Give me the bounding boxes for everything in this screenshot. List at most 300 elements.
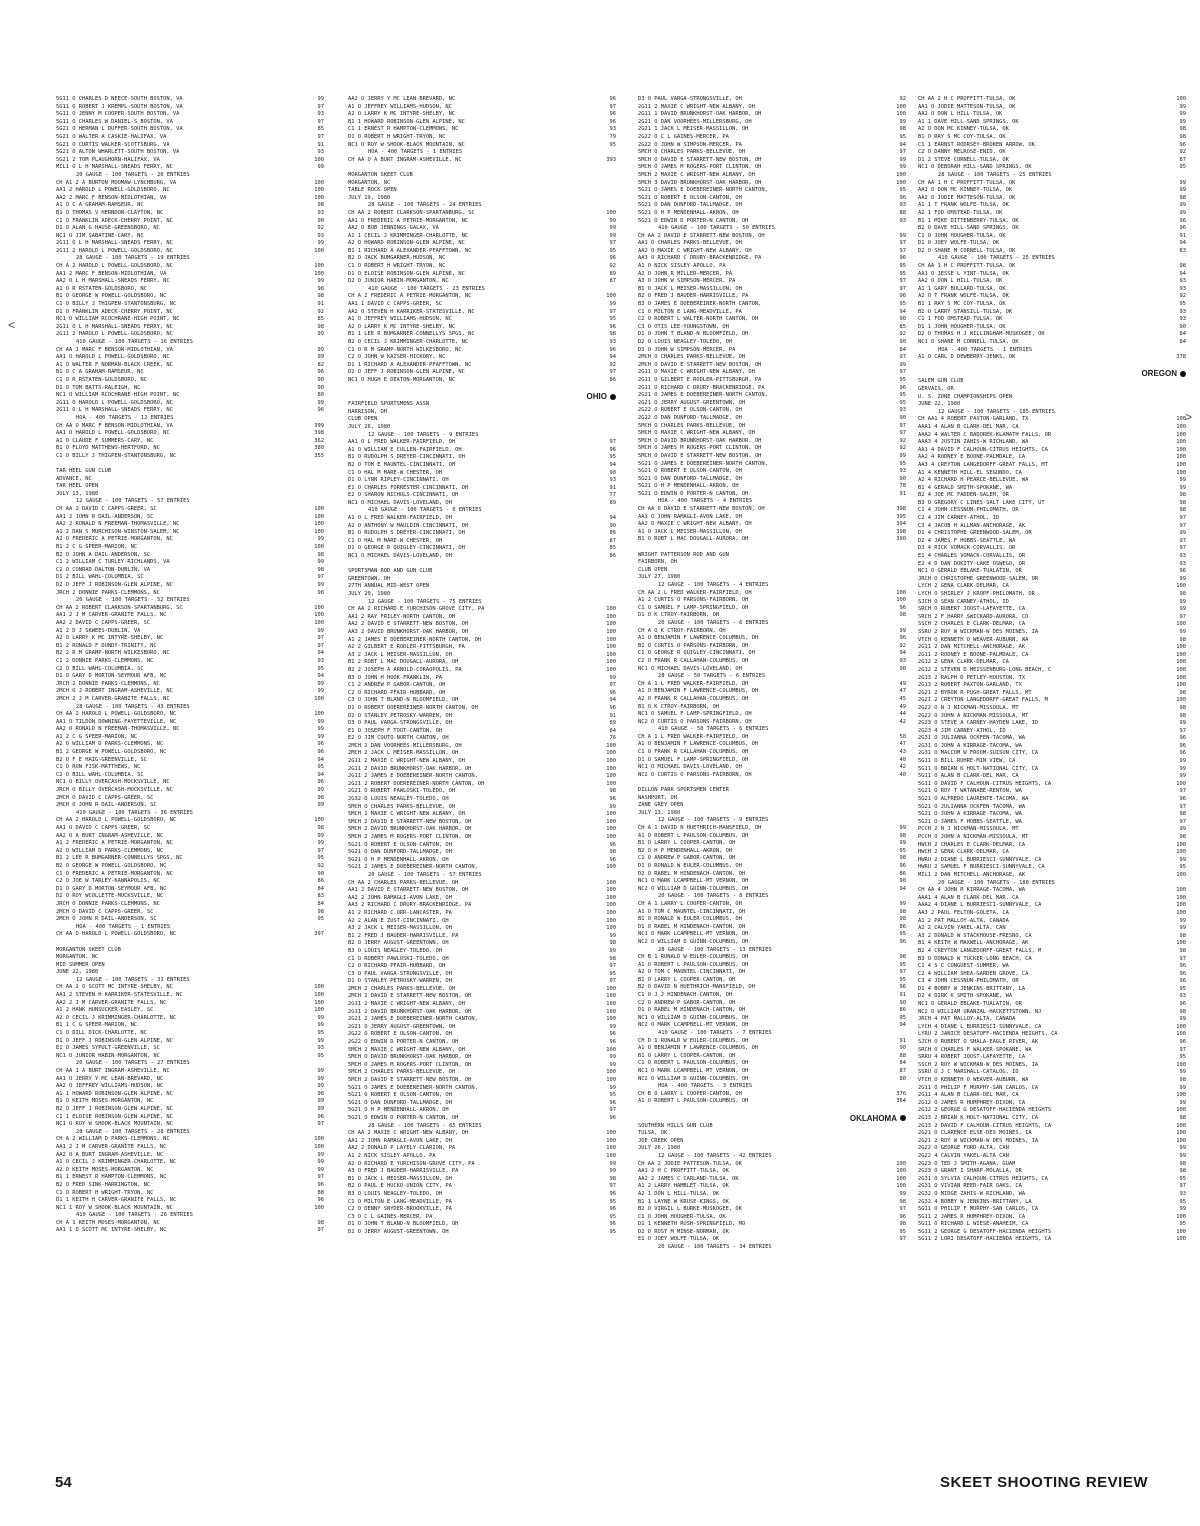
score: 99 [1179,202,1186,209]
shooter-entry: PCCH O JOHN A NICKMAN-MISSOULA, MT [918,834,1029,840]
shooter-entry: E2 O SHARON NICHOLS-CINCINNATI, OH [348,492,459,499]
shooter-entry: CH AA 1 A BURT INGRAM-ASHEVILLE, NC [56,1068,170,1074]
result-row [56,96,324,104]
score: 100 [1176,909,1186,916]
score: 100 [606,209,616,216]
shooter-entry: NC1 O MICHAEL DAVIS-LOVELAND, OH [638,665,742,672]
result-row [56,855,324,863]
event-heading-text: 410 GAUGE - 100 TARGETS - 50 ENTRIES [658,225,775,232]
score: 98 [1179,194,1186,201]
club-info-text: JULY 20, 1980 [348,591,391,597]
score: 40 [899,756,906,763]
score: 100 [606,636,616,643]
shooter-entry: AA2 O JODIE MATTESON-TULSA, OK [918,194,1016,201]
result-row [56,1045,324,1053]
shooter-entry: JRCH 2 DONNIE PARKS-CLEMMONS, NC [56,680,160,687]
score: 100 [314,695,324,702]
club-info-text: NASHPORT, OH [638,794,677,801]
shooter-entry: 5MCH 2 DAVID BRUNKHORST-OAK HARBOR, OH [348,826,472,833]
score: 99 [317,164,324,171]
result-row [348,614,616,622]
score: 96 [609,841,616,848]
club-info-line [348,591,616,599]
shooter-entry: B2 O JACK BUMGARNER-HUDSON, NC [348,255,446,262]
shooter-entry: 2G11 O MAXIE C WRIGHT-NEW ALBANY, OH [638,369,755,376]
result-row [918,1214,1186,1222]
result-row [638,521,906,529]
result-row [348,218,616,226]
shooter-entry: 5G11 O RICHARD L WIESE-ANAHEIM, CA [918,1221,1029,1228]
score: 90 [899,878,906,885]
result-row [348,278,616,286]
result-row [348,606,616,614]
shooter-entry: C1 1 ERNEST R HAMPTON-CLEMMONS, NC [348,126,459,133]
score: 97 [317,1227,324,1234]
result-row [918,728,1186,736]
event-heading-text: 20 GAUGE - 100 TARGETS - 180 ENTRIES [938,879,1055,886]
shooter-entry: C3 4 JACOB H ALLMAN-ANCHORAGE, AK [918,522,1026,529]
shooter-entry: D1 O GARY D MORTON-SEYMOUR AFB, NC [56,673,167,680]
score: 96 [1179,568,1186,575]
club-info-line [918,401,1186,409]
result-row [348,248,616,256]
event-heading [56,1129,324,1137]
shooter-entry: D3 4 RICK VOMACK-CORVALLIS, OR [918,545,1016,552]
score: 100 [896,1168,906,1175]
score: 94 [899,1022,906,1029]
result-row [56,916,324,924]
club-info-line [638,1145,906,1153]
result-row [348,142,616,150]
result-row [348,933,616,941]
score: 96 [1179,225,1186,232]
shooter-entry: A1 1 HOWARD ROBINSON-GLEN ALPINE, NC [56,1090,173,1097]
shooter-entry: NC1 O WILLIAM RCOCHRANE-HIGH POINT, NC [56,392,180,399]
result-row [918,263,1186,271]
score: 99 [317,96,324,102]
score: 96 [1179,735,1186,742]
shooter-entry: A1 O JEFFREY WILLIAMS-HUDSON, NC [348,316,452,323]
score: 85 [317,316,324,323]
shooter-entry: B1 1 RICHARD A ALEXANDER-PFAFFTOWN, NC [348,247,472,254]
score: 90 [899,339,906,345]
shooter-entry: C2 O ROBERT L WALTER-NORTH CANTON, OH [638,316,759,323]
result-row [348,1115,616,1123]
score: 91 [899,1037,906,1044]
spacer [638,1106,906,1114]
result-row [638,1060,906,1068]
shooter-entry: VTCH O KENNETH O WEAVER-AUBURN, WA [918,636,1029,643]
shooter-entry: A2 O FREDERIC A PETRIE-MORGANTON, NC [56,536,173,543]
score: 86 [899,923,906,930]
shooter-entry: AA2 O JEFFREY WILLIAMS-HUDSON, NC [56,1083,164,1090]
result-row [918,1077,1186,1085]
result-row [348,134,616,142]
shooter-entry: 2G11 1 DAVID BRUNKHORST-OAK HARBOR, OH [638,111,762,118]
club-info-text: MORGANTON, NC [348,179,391,186]
score: 95 [317,764,324,771]
result-row [638,878,906,886]
event-heading [348,872,616,880]
score: 98 [1179,834,1186,840]
shooter-entry: 2G21 O JERRY AUGUST-GREENTOWN, OH [638,399,746,406]
shooter-entry: 2G22 4 CALVIN YAKEL-ALTA CAN [918,1152,1009,1159]
shooter-entry: 5MCH O DAVID BRUNKHORST-OAK HARBOR, OH [348,1054,472,1061]
score: 100 [606,742,616,749]
result-row [638,104,906,112]
score: 82 [317,361,324,368]
shooter-entry: HWCH 2 GENA CLARK-DELMAR, CA [918,849,1009,856]
shooter-entry: 2G21 O JAMES E DOEBEREINER-NORTH CANTON, [638,392,768,399]
event-heading-text: HOA - 400 TARGETS - 1 ENTRIES [938,346,1033,353]
shooter-entry: B2 O LARRY STANSILL-TULSA, OK [918,308,1013,315]
result-row [918,834,1186,842]
club-info-line [638,559,906,567]
shooter-entry: C1 O FRANKLIN ADECK-CHERRY POINT, NC [56,217,173,224]
result-row [348,788,616,796]
shooter-entry: C2 O BILL WAHL-COLUMBIA, SC [56,665,144,672]
shooter-entry: 2G31 O SYLVIA CALHOUN-CITRUS HEIGHTS, CA [918,1175,1048,1182]
score: 96 [1179,978,1186,985]
shooter-entry: AAA2 4 DIANE L BURRIESCI-SUNNYVALE, CA [918,902,1042,909]
shooter-entry: 2G23 4 JIM CARNEY-ATHOL, ID [918,727,1006,734]
shooter-entry: 2G21 2 BYRON R PUGH-GREAT FALLS, MT [918,689,1032,696]
shooter-entry: CH AA 2 DAVID E STARRETT-NEW BOSTON, OH [638,232,765,239]
result-row [56,385,324,393]
shooter-entry: AA2 2 JOHN RAMAGLI-AVON LAKE, OH [348,894,452,901]
score: 96 [899,293,906,300]
score: 100 [1176,894,1186,901]
score: 100 [606,1008,616,1015]
score: 96 [609,1206,616,1213]
shooter-entry: 5G21 O EDWIN D PORTER-N CANTON, OH [348,1114,459,1121]
score: 100 [606,925,616,932]
shooter-entry: 2G22 O JOHN W SIMPSON-MERCER, PA [638,141,742,148]
result-row [918,1145,1186,1153]
result-row [918,470,1186,478]
shooter-entry: SJCH O ROBERT O SHALA-EAGLE RIVER, AK [918,1039,1039,1046]
shooter-entry: A2 O ANTHONY W MAULDIN-CINCINNATI, OH [348,522,469,529]
result-row [638,590,906,598]
score: 100 [606,606,616,613]
shooter-entry: SSRU O J C MARSHALL-CATALOG, ID [918,1069,1019,1076]
result-row [56,931,324,939]
result-row [638,392,906,400]
shooter-entry: C1 O MILTON E LANG-MEADVILLE, PA [638,308,742,315]
shooter-entry: B1 O C A GRAHAM-RAMSEUR, NC [56,369,144,376]
shooter-entry: D1 O LYNN RIPLEY-CINCINNATI, OH [348,477,449,484]
score: 98 [1179,689,1186,696]
shooter-entry: AA2 O DON L HILL-TULSA, OK [918,278,1003,285]
shooter-entry: AA2 O A BURT INGRAM-ASHEVILLE, NC [56,1151,164,1158]
score: 93 [899,407,906,414]
club-info-text: JULY 26, 1980 [348,423,391,430]
shooter-entry: A1 O ROBERT L PAULSON-COLUMBUS, OH [638,832,749,839]
result-row [638,954,906,962]
shooter-entry: D3 O JOHN W SIMPSON-MERCER, PA [638,346,736,353]
shooter-entry: AA1 1 DAVID C CAPPS-GREER, SC [348,301,443,308]
score: 94 [609,461,616,468]
score: 95 [899,847,906,854]
result-row [56,1000,324,1008]
result-row [638,1007,906,1015]
result-row [56,673,324,681]
score: 99 [317,240,324,247]
shooter-entry: 5MCH 2 MAXIE C WRIGHT-NEW ALBANY, OH [638,171,755,178]
score: 100 [314,513,324,520]
result-row [56,240,324,248]
score: 100 [314,817,324,824]
score: 100 [606,1069,616,1076]
result-row [918,1176,1186,1184]
score: 99 [899,156,906,163]
event-heading [638,225,906,233]
shooter-entry: 2G22 O C L GAINES-MERCER, PA [638,133,729,140]
score: 97 [317,635,324,642]
shooter-entry: A2 O WILLIAM D PARKS-CLEMMONS, NC [56,847,164,854]
result-row [56,1076,324,1084]
result-row [348,240,616,248]
result-row [918,1229,1186,1237]
score: 100 [1176,439,1186,446]
shooter-entry: NC1 O DEBORAH HILL-SAND SPRINGS, OK [918,164,1032,171]
result-row [638,172,906,180]
margin-mark-left: < [8,318,16,332]
score: 90 [899,414,906,421]
shooter-entry: A1 O BENJAMIN F LAWRENCE-COLUMBUS, OH [638,741,759,748]
result-row [56,787,324,795]
score: 96 [609,1039,616,1046]
event-heading-text: 410 GAUGE - 100 TARGETS - 23 ENTRIES [368,285,485,292]
score: 97 [1179,515,1186,522]
club-info-line [348,424,616,432]
result-row [56,893,324,901]
event-heading-text: 20 GAUGE - 100 TARGETS - 20 ENTRIES [76,171,190,178]
result-row [918,842,1186,850]
result-row [56,1182,324,1190]
shooter-entry: 2MCH 2 DAVID E STARRETT-NEW BOSTON, OH [348,993,472,1000]
result-row [918,424,1186,432]
result-row [638,445,906,453]
shooter-entry: AA3 2 PAUL FELTON-GOLETA, CA [918,909,1009,916]
shooter-entry: AA2 4 RODNEY E BOONE-PALMDALE, CA [918,454,1026,461]
result-row [348,621,616,629]
shooter-entry: A1 O BENJAMIN F LAWRENCE-COLUMBUS, OH [638,635,759,642]
result-row [638,1199,906,1207]
score: 93 [317,209,324,216]
score: 96 [1179,217,1186,224]
score: 100 [314,521,324,528]
result-row [56,582,324,590]
score: 88 [899,1052,906,1059]
event-heading [56,924,324,932]
result-row [56,149,324,157]
score: 390 [896,536,906,543]
score: 95 [899,931,906,938]
score: 99 [609,1061,616,1068]
result-row [918,925,1186,933]
shooter-entry: HWCH 2 CHARLES E CLARK-DELMAR, CA [918,841,1026,848]
result-row [56,195,324,203]
shooter-entry: AA1 O JERRY Y MC LEAN-BREVARD, NC [56,1075,164,1082]
result-row [348,233,616,241]
club-info-line [56,954,324,962]
score: 92 [1179,149,1186,156]
result-row [918,743,1186,751]
result-row [918,568,1186,576]
shooter-entry: 5G11 2 GEORGE G DESATOFF-HACIENDA HEIGHTS [918,1228,1052,1235]
score: 85 [317,126,324,133]
result-row [918,1054,1186,1062]
score: 89 [609,270,616,277]
shooter-entry: C2 O FRANK R CALLAHAN-COLUMBUS, OH [638,657,749,664]
result-row [56,210,324,218]
result-row [638,1022,906,1030]
bullet-dot-icon [610,394,616,400]
score: 97 [317,847,324,854]
shooter-entry: A2 O LARRY K MC INTYRE-SHELBY, NC [348,323,456,330]
score: 95 [1179,1054,1186,1061]
shooter-entry: A1 2 HANK HUNSUCKER-EASLEY, SC [56,1007,154,1014]
score: 96 [609,704,616,711]
result-row [348,1107,616,1115]
result-row [56,392,324,400]
shooter-entry: NC1 O SAMUEL F LAMP-SPRINGFIELD, OH [638,711,752,718]
score: 95 [1179,1175,1186,1182]
shooter-entry: 2G21 2 ROBERT DOEREREINER-NORTH CANTON, OH [348,780,485,787]
shooter-entry: A1 O CARL D DEWBERRY-JENKS, OK [918,354,1016,361]
result-row [638,195,906,203]
shooter-entry: 5MCH O JAMES M ROGERS-PORT CLINTON, OH [638,445,762,452]
score: 99 [899,840,906,847]
shooter-entry: D3 O PAUL VARGA-STRONGSVILLE, OH [638,96,742,102]
score: 100 [606,773,616,780]
event-heading [638,947,906,955]
shooter-entry: B1 1 LAYNE W KRUSE-KINGS, OK [638,1198,729,1205]
event-heading-text: 12 GAUGE - 100 TARGETS - 42 ENTRIES [658,1152,772,1159]
score: 95 [609,141,616,148]
result-row [638,1091,906,1099]
shooter-entry: 2G23 O GRANT I SHARP-MOLALLA, OR [918,1168,1022,1175]
shooter-entry: 2G32 O LOUIS NEAGLEY-TOLEDO, OH [348,796,449,803]
club-info-line [918,394,1186,402]
score: 96 [609,689,616,696]
event-heading-text: 410 GAUGE - 100 TARGETS - 36 ENTRIES [76,809,193,816]
result-row [918,652,1186,660]
score: 99 [609,1168,616,1175]
score: 99 [899,627,906,634]
score: 99 [317,840,324,847]
event-heading [56,597,324,605]
club-info-text: CLUB OPEN [348,416,378,423]
score: 100 [606,765,616,772]
result-row [638,415,906,423]
result-row [56,863,324,871]
result-row [918,1062,1186,1070]
score: 95 [1179,301,1186,308]
shooter-entry: B1 1 LEE R BUMGARNER-CONNELLYS SPGS, NC [348,331,475,338]
shooter-entry: CH A 1 DAVID N HUETHRICH-MANSFIELD, OH [638,825,762,831]
event-heading [638,673,906,681]
score: 91 [317,141,324,148]
result-row [638,1191,906,1199]
result-row [348,1161,616,1169]
shooter-entry: 2MCH 2 DAN VOORHEES-MILLERSBURG, OH [348,742,462,749]
shooter-entry: AA3 4 CREYTON LANGEDORFF-GREAT FALLS, MT [918,461,1048,468]
score: 98 [1179,133,1186,140]
result-row [348,331,616,339]
score: 100 [314,179,324,186]
event-heading [348,432,616,440]
shooter-entry: 5G21 O DAN DUNFORD-TALLMADGE, OH [348,1099,452,1106]
score: 100 [1176,1137,1186,1144]
result-row [918,857,1186,865]
shooter-entry: C1 O BILLY J THIGPEN-STANTONSBURG, NC [56,452,177,459]
score: 93 [609,477,616,484]
score: 100 [1176,96,1186,102]
shooter-entry: AA1 O JOHN RAMAGLI-AVON LAKE, OH [638,513,742,520]
score: 92 [899,96,906,102]
result-row [918,1206,1186,1214]
result-row [348,735,616,743]
result-row [638,1176,906,1184]
result-row [638,180,906,188]
result-row [638,628,906,636]
score: 80 [899,1075,906,1082]
result-row [348,347,616,355]
shooter-entry: CH AA 1 H C PROFFITT-TULSA, OK [918,179,1016,186]
result-row [56,354,324,362]
event-heading [638,1030,906,1038]
score: 100 [1176,659,1186,666]
shooter-entry: D1 O ALAN G HAUSE-GREENSBORO, NC [56,225,160,232]
shooter-entry: AA1 O JODIE MATTESON-TULSA, OK [918,103,1016,110]
shooter-entry: D1 O RABEL M HINDENACH-CANTON, OH [638,1007,746,1014]
shooter-entry: B1 1 RAY S MC COY-TULSA, OK [918,301,1006,308]
shooter-entry: C1 O DILL DICK-CHARLOTTE, NC [56,1030,147,1037]
shooter-entry: 5G21 O EDWIN D PORTER-N CANTON, OH [638,217,749,224]
result-row [348,324,616,332]
result-row [348,301,616,309]
result-row [56,871,324,879]
shooter-entry: 5G21 O H P MENDENHALL-AKRON, OH [638,209,739,216]
result-row [348,439,616,447]
spacer [56,461,324,469]
result-row [56,536,324,544]
score: 100 [1176,1107,1186,1114]
result-row [638,886,906,894]
result-row [56,278,324,286]
shooter-entry: 5MCH O JAMES M ROGERS-PORT CLINTON, OH [638,164,762,171]
result-row [638,142,906,150]
shooter-entry: SSRU 2 ROY W WICKMAN-W DES MOINES, IA [918,628,1039,635]
score: 93 [609,339,616,345]
shooter-entry: A3 2 DONALD W STACKHOUSE-FRESNO, CA [918,932,1032,939]
result-row [918,720,1186,728]
result-row [348,293,616,301]
result-row [56,901,324,909]
score: 99 [609,232,616,239]
shooter-entry: D1 O STANLEY PETROSKY-WARREN, OH [348,978,452,985]
score: 99 [609,947,616,954]
shooter-entry: 2G11 O L H MARSHALL-SNEADS FERRY, NC [56,407,173,414]
score: 96 [1179,742,1186,749]
shooter-entry: HWRU 2 SAMUEL F BURRIESCI-SUNNYVALE, CA [918,864,1045,871]
shooter-entry: D1 1 JOHN HOUGHER-TULSA, OK [918,323,1006,330]
shooter-entry: CH AA 4 JOHN R KIRRAGE-TACOMA, WA [918,887,1026,894]
result-row [348,1062,616,1070]
shooter-entry: CH AA 2 ROBERT CLARKSON-SPARTANBURG, SC [56,604,183,611]
